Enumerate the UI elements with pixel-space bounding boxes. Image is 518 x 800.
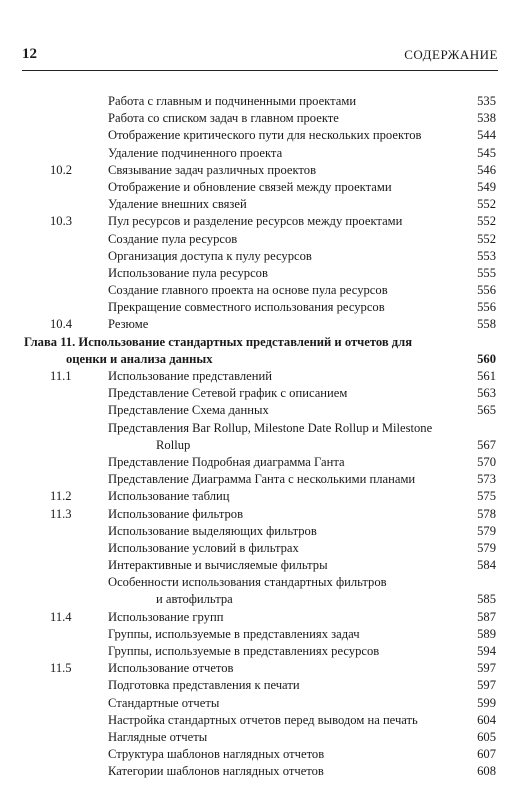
toc-entry-row (24, 299, 496, 316)
toc-page-number: 545 (477, 145, 496, 160)
toc-page-number: 563 (477, 386, 496, 401)
toc-entry-row (24, 110, 496, 127)
toc-page-number: 546 (477, 162, 496, 177)
toc-page-number: 565 (477, 403, 496, 418)
toc-section-number: 10.3 (50, 214, 73, 229)
toc-entry-row (24, 420, 496, 437)
toc-entry-row (24, 402, 496, 419)
toc-page-number: 608 (477, 764, 496, 779)
toc-page-number: 544 (477, 128, 496, 143)
toc-entry-title: Использование условий в фильтрах (108, 540, 299, 555)
toc-section-row (24, 660, 496, 677)
toc-page-number: 552 (477, 231, 496, 246)
running-title: СОДЕРЖАНИЕ (404, 47, 498, 62)
toc-entry-row (24, 729, 496, 746)
toc-entry-title: Группы, используемые в представлениях задач (108, 626, 360, 641)
toc-entry-title: Использование представлений (108, 369, 272, 384)
toc-entry-row (24, 127, 496, 144)
toc-entry-row (24, 677, 496, 694)
toc-entry-title: Rollup (156, 437, 191, 452)
toc-entry-row (24, 557, 496, 574)
toc-page-number: 538 (477, 111, 496, 126)
toc-entry-title: Структура шаблонов наглядных отчетов (108, 747, 325, 762)
toc-page-number: 535 (477, 94, 496, 108)
toc-page-number: 552 (477, 197, 496, 212)
chapter-title-line-2: оценки и анализа данных (66, 351, 213, 366)
toc-page-number: 607 (477, 747, 496, 762)
toc-page-number: 585 (477, 592, 496, 607)
toc-page-number: 575 (477, 489, 496, 504)
toc-entry-title: Создание главного проекта на основе пула ресурсов (108, 283, 388, 298)
toc-entry-row (24, 282, 496, 299)
toc-section-row (24, 506, 496, 523)
toc-page-number: 599 (477, 695, 496, 710)
toc-page-number: 605 (477, 729, 496, 744)
toc-page-number: 567 (477, 437, 496, 452)
toc-entry-row (24, 385, 496, 402)
toc-page-number: 589 (477, 626, 496, 641)
toc-entry-title: Удаление подчиненного проекта (108, 145, 283, 160)
toc-entry-title: Представления Bar Rollup, Milestone Date Rollup и Milestone (108, 420, 433, 435)
toc-section-number: 11.3 (50, 506, 72, 521)
toc-entry-title: Группы, используемые в представлениях ресурсов (108, 644, 380, 659)
toc-entry-title: Работа с главным и подчиненными проектами (108, 94, 357, 108)
toc-entry-title: Настройка стандартных отчетов перед выводом на печать (108, 712, 418, 727)
toc-entry-row (24, 437, 496, 454)
toc-page-number: 552 (477, 214, 496, 229)
toc-section-row (24, 368, 496, 385)
toc-page-number: 556 (477, 300, 496, 315)
toc-entry-row (24, 248, 496, 265)
toc-section-row (24, 316, 496, 333)
toc-section-row (24, 213, 496, 230)
toc-entry-row (24, 763, 496, 780)
toc-entry-row (24, 179, 496, 196)
toc-entry-row (24, 145, 496, 162)
toc-entry-title: Интерактивные и вычисляемые фильтры (108, 558, 328, 573)
toc-entry-row (24, 643, 496, 660)
toc-entry-title: Использование выделяющих фильтров (108, 523, 317, 538)
toc-entry-title: Категории шаблонов наглядных отчетов (108, 764, 324, 779)
toc-section-number: 10.2 (50, 162, 73, 177)
toc-entry-title: Представление Подробная диаграмма Ганта (108, 454, 345, 469)
toc-entry-title: Представление Сетевой график с описанием (108, 386, 348, 401)
toc-page-number: 594 (477, 644, 496, 659)
toc-entry-title: Представление Диаграмма Ганта с несколькими планами (108, 472, 416, 487)
table-of-contents (24, 93, 496, 781)
chapter-title-line-1: Глава 11. Использование стандартных представлений и отчетов для (24, 334, 413, 349)
toc-page-number: 570 (477, 454, 496, 469)
toc-entry-row (24, 591, 496, 608)
toc-entry-row (24, 712, 496, 729)
toc-section-number: 10.4 (50, 317, 73, 332)
toc-section-row (24, 162, 496, 179)
toc-entry-title: Резюме (108, 317, 149, 332)
toc-entry-title: Подготовка представления к печати (108, 678, 300, 693)
toc-entry-title: Использование групп (108, 609, 224, 624)
toc-entry-row (24, 523, 496, 540)
toc-section-number: 11.5 (50, 661, 72, 676)
toc-entry-row (24, 231, 496, 248)
toc-entry-row (24, 471, 496, 488)
toc-entry-title: Стандартные отчеты (108, 695, 220, 710)
toc-entry-title: Пул ресурсов и разделение ресурсов между проектами (108, 214, 403, 229)
toc-entry-row (24, 454, 496, 471)
toc-page-number: 556 (477, 283, 496, 298)
toc-entry-row (24, 574, 496, 591)
toc-section-number: 11.4 (50, 609, 72, 624)
toc-entry-title: Отображение критического пути для нескольких проектов (108, 128, 422, 143)
toc-page-number: 561 (477, 369, 496, 384)
page-number: 12 (22, 46, 37, 62)
toc-entry-row (24, 265, 496, 282)
toc-entry-title: Работа со списком задач в главном проекте (108, 111, 339, 126)
toc-page-number: 604 (477, 712, 496, 727)
toc-entry-title: Организация доступа к пулу ресурсов (108, 248, 312, 263)
toc-entry-title: Наглядные отчеты (108, 729, 208, 744)
toc-entry-row (24, 196, 496, 213)
toc-entry-title: Использование таблиц (108, 489, 230, 504)
toc-entry-title: Связывание задач различных проектов (108, 162, 317, 177)
toc-entry-row (24, 540, 496, 557)
toc-entry-title: Представление Схема данных (108, 403, 269, 418)
toc-page-number: 555 (477, 265, 496, 280)
toc-page-number: 584 (477, 558, 496, 573)
toc-page-number: 558 (477, 317, 496, 332)
toc-section-row (24, 488, 496, 505)
toc-section-number: 11.1 (50, 369, 72, 384)
toc-entry-title: Удаление внешних связей (108, 197, 247, 212)
toc-entry-row (24, 93, 496, 110)
toc-entry-row (24, 626, 496, 643)
toc-entry-title: Прекращение совместного использования ресурсов (108, 300, 385, 315)
toc-page-number: 553 (477, 248, 496, 263)
toc-page-number: 579 (477, 523, 496, 538)
toc-entry-title: Особенности использования стандартных фильтров (108, 575, 387, 590)
toc-page-number: 587 (477, 609, 496, 624)
toc-entry-title: Использование отчетов (108, 661, 234, 676)
toc-chapter-heading (24, 334, 496, 368)
toc-section-number: 11.2 (50, 489, 72, 504)
toc-page-number: 579 (477, 540, 496, 555)
toc-entry-title: Использование пула ресурсов (108, 265, 268, 280)
toc-page-number: 578 (477, 506, 496, 521)
toc-entry-row (24, 746, 496, 763)
page-header (22, 46, 498, 71)
toc-entry-title: и автофильтра (156, 592, 233, 607)
toc-entry-row (24, 695, 496, 712)
toc-page-number: 573 (477, 472, 496, 487)
toc-entry-title: Отображение и обновление связей между проектами (108, 179, 392, 194)
toc-section-row (24, 609, 496, 626)
toc-page-number: 597 (477, 678, 496, 693)
toc-page-number: 597 (477, 661, 496, 676)
toc-entry-title: Использование фильтров (108, 506, 244, 521)
toc-page-number: 549 (477, 179, 496, 194)
toc-page-number: 560 (477, 351, 496, 366)
toc-entry-title: Создание пула ресурсов (108, 231, 238, 246)
